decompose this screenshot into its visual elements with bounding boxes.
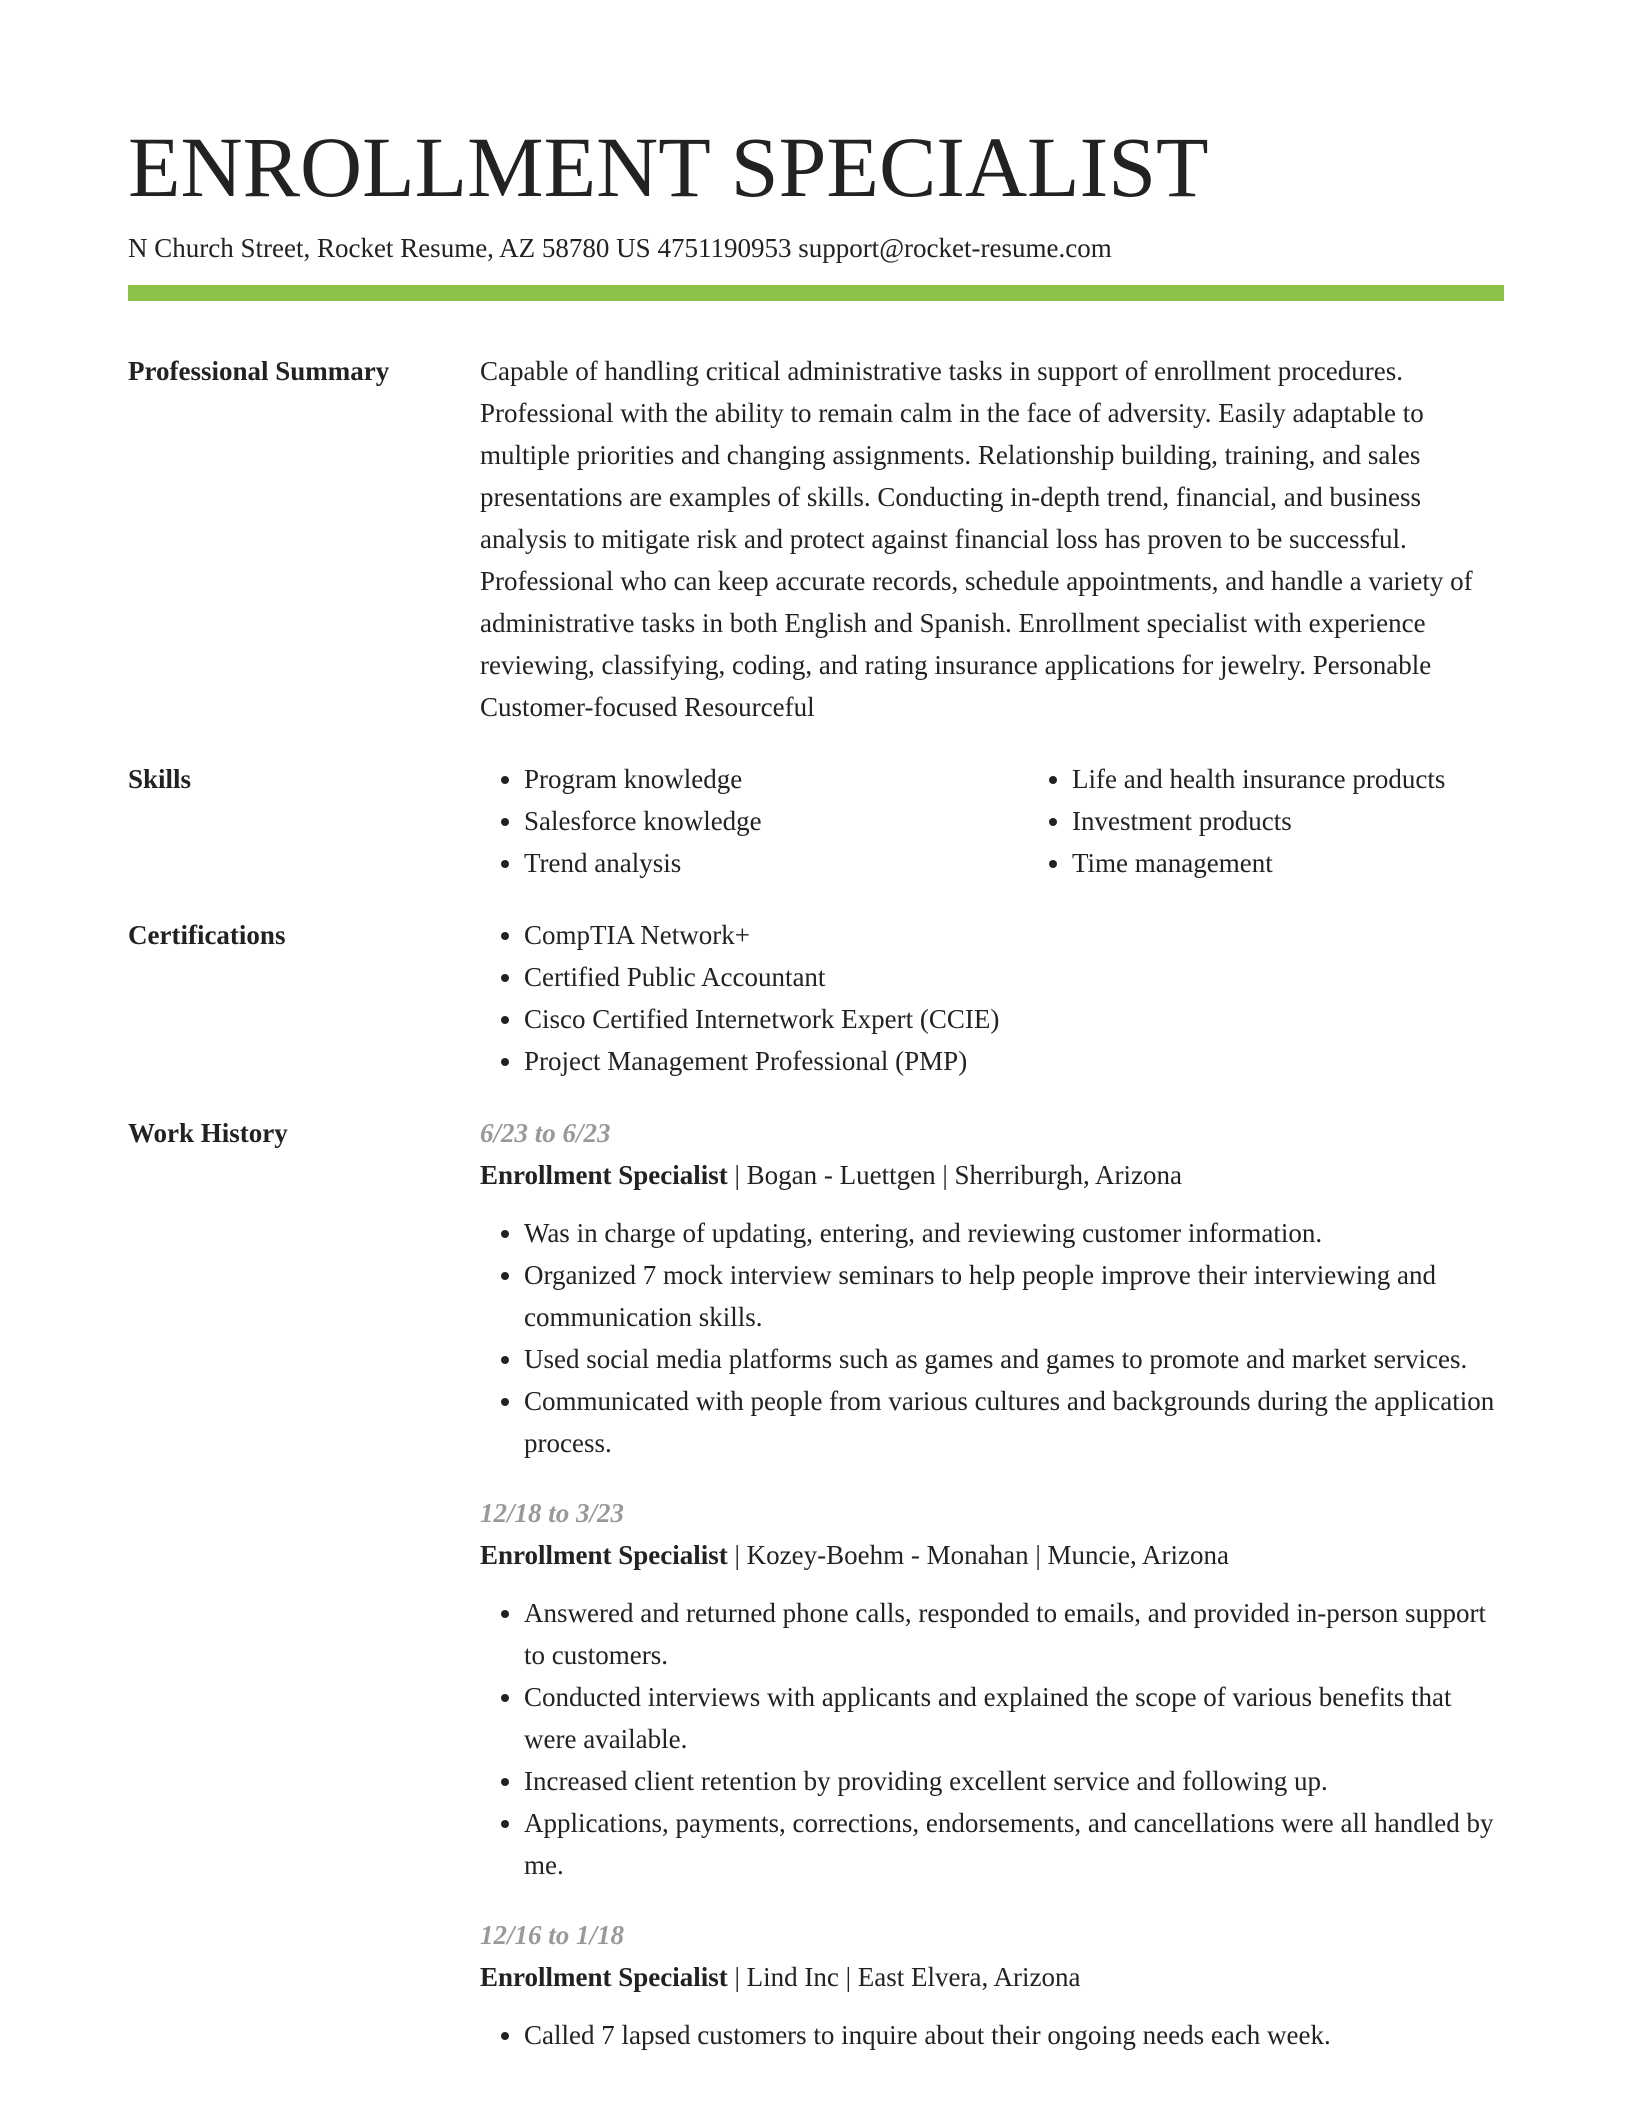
skill-item: • Investment products: [1072, 800, 1576, 842]
skills-label: Skills: [128, 764, 192, 794]
skills-list-left: [480, 758, 1028, 884]
skills-grid: [480, 758, 1576, 884]
work-history-label: Work History: [128, 1118, 288, 1148]
certifications-list: [480, 914, 1504, 1082]
job-details: | Bogan - Luettgen | Sherriburgh, Arizona: [727, 1160, 1182, 1190]
summary-section: [128, 350, 1504, 728]
job-bullets: [480, 1592, 1504, 1886]
certifications-section: [128, 914, 1504, 1082]
skill-item: • Program knowledge: [524, 758, 1028, 800]
job-bullet: • Was in charge of updating, entering, and reviewing customer information.: [524, 1212, 1504, 1254]
job-heading: [480, 1154, 1504, 1196]
job-date: 12/18 to 3/23: [480, 1498, 625, 1528]
certifications-label: Certifications: [128, 920, 286, 950]
job-bullets: [480, 2014, 1504, 2056]
certification-item: • Cisco Certified Internetwork Expert (CCIE): [524, 998, 1504, 1040]
job-bullet: • Communicated with people from various cultures and backgrounds during the application process.: [524, 1380, 1504, 1464]
job-title: Enrollment Specialist: [480, 1160, 728, 1190]
job-bullet: • Conducted interviews with applicants and explained the scope of various benefits that were available.: [524, 1676, 1504, 1760]
skill-item: • Trend analysis: [524, 842, 1028, 884]
skill-item: • Salesforce knowledge: [524, 800, 1028, 842]
job-bullet: • Used social media platforms such as games and games to promote and market services.: [524, 1338, 1504, 1380]
job-heading: [480, 1956, 1504, 1998]
job-entry: [480, 1914, 1504, 2056]
job-title: Enrollment Specialist: [480, 1540, 728, 1570]
job-title: Enrollment Specialist: [480, 1962, 728, 1992]
summary-label: Professional Summary: [128, 356, 390, 386]
skills-list-right: [1028, 758, 1576, 884]
job-bullet: • Applications, payments, corrections, endorsements, and cancellations were all handled by me.: [524, 1802, 1504, 1886]
job-details: | Kozey-Boehm - Monahan | Muncie, Arizona: [727, 1540, 1229, 1570]
job-bullets: [480, 1212, 1504, 1464]
job-heading: [480, 1534, 1504, 1576]
skill-item: • Time management: [1072, 842, 1576, 884]
resume-title: ENROLLMENT SPECIALIST: [128, 119, 1209, 215]
job-date: 12/16 to 1/18: [480, 1920, 625, 1950]
skills-section: [128, 758, 1504, 884]
job-bullet: • Answered and returned phone calls, responded to emails, and provided in-person support to customers.: [524, 1592, 1504, 1676]
skill-item: • Life and health insurance products: [1072, 758, 1576, 800]
job-date: 6/23 to 6/23: [480, 1118, 611, 1148]
job-entry: [480, 1112, 1504, 1464]
certification-item: • CompTIA Network+: [524, 914, 1504, 956]
resume-content: [128, 350, 1504, 2114]
job-details: | Lind Inc | East Elvera, Arizona: [727, 1962, 1081, 1992]
job-entry: [480, 1492, 1504, 1886]
certification-item: • Project Management Professional (PMP): [524, 1040, 1504, 1082]
contact-line: N Church Street, Rocket Resume, AZ 58780 US 4751190953 support@rocket-resume.com: [128, 233, 1112, 263]
job-bullet: • Organized 7 mock interview seminars to help people improve their interviewing and communication skills.: [524, 1254, 1504, 1338]
summary-text: Capable of handling critical administrative tasks in support of enrollment procedures. Professional with the ability to remain calm in the face of adversity. Easily adaptable to multiple priorities and changing assignments. Relationship building, training, and sales presentations are examples of skills. Conducting in-depth trend, financial, and business analysis to mitigate risk and protect against financial loss has proven to be successful. Professional who can keep accurate records, schedule appointments, and handle a variety of administrative tasks in both English and Spanish. Enrollment specialist with experience reviewing, classifying, coding, and rating insurance applications for jewelry. Personable Customer-focused Resourceful: [480, 356, 1473, 722]
header-divider: [128, 285, 1504, 301]
work-history-section: [128, 1112, 1504, 2084]
job-bullet: • Increased client retention by providing excellent service and following up.: [524, 1760, 1504, 1802]
job-bullet: • Called 7 lapsed customers to inquire about their ongoing needs each week.: [524, 2014, 1504, 2056]
certification-item: • Certified Public Accountant: [524, 956, 1504, 998]
